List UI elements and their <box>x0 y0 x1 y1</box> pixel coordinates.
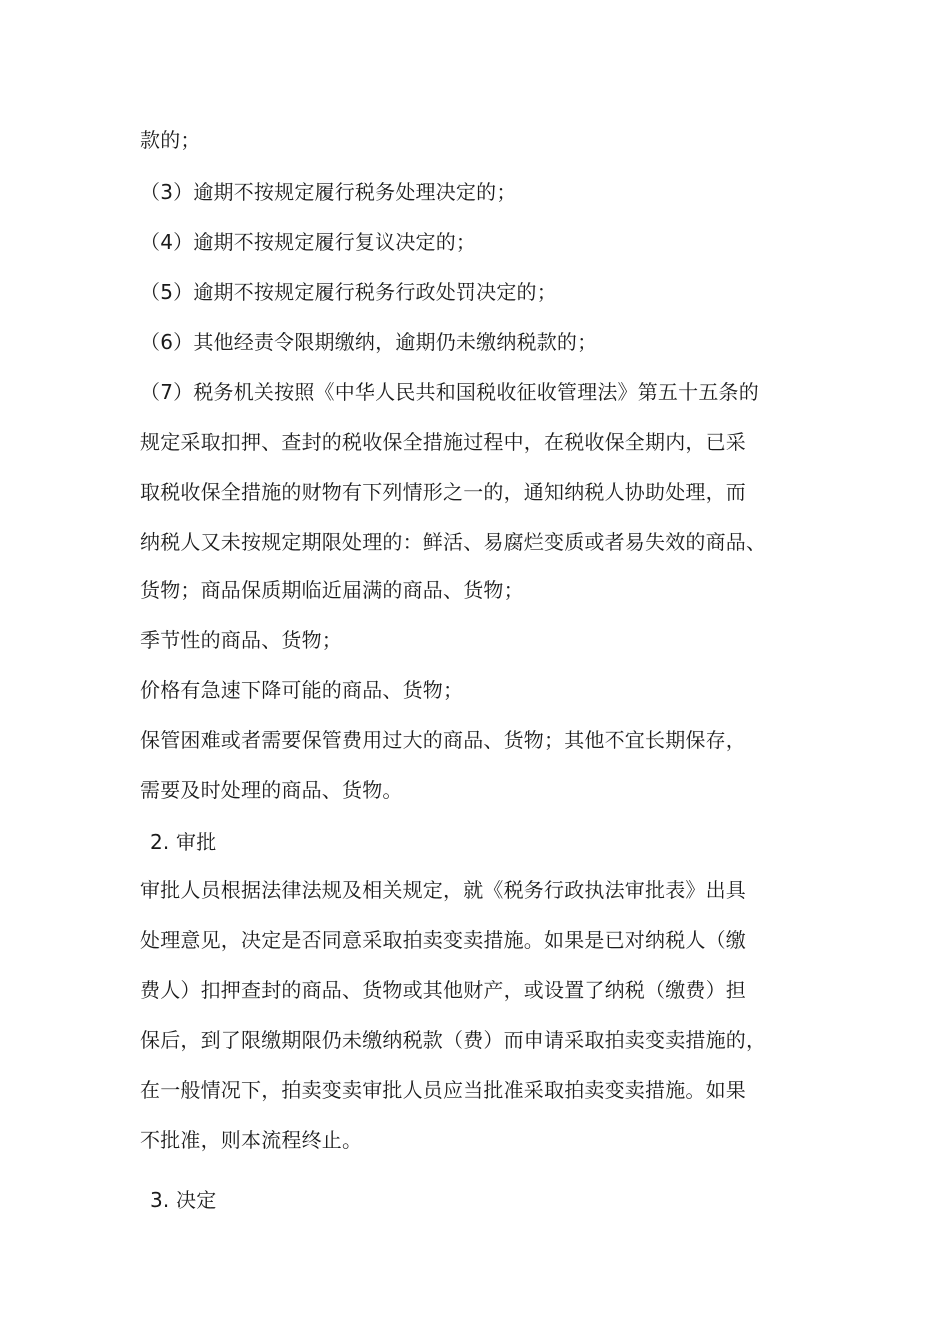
text-line: （3）逾期不按规定履行税务处理决定的； <box>140 180 517 204</box>
text-line: 季节性的商品、货物； <box>140 628 342 652</box>
text-line: 审批人员根据法律法规及相关规定，就《税务行政执法审批表》出具 <box>140 878 746 902</box>
text-line: 价格有急速下降可能的商品、货物； <box>140 678 464 702</box>
text-line: 保管困难或者需要保管费用过大的商品、货物；其他不宜长期保存， <box>140 728 746 752</box>
section-heading-approval: 2. 审批 <box>150 830 217 854</box>
text-line: 纳税人又未按规定期限处理的：鲜活、易腐烂变质或者易失效的商品、 <box>140 530 767 554</box>
text-line: （6）其他经责令限期缴纳，逾期仍未缴纳税款的； <box>140 330 598 354</box>
text-line: 款的； <box>140 128 201 152</box>
text-line: （4）逾期不按规定履行复议决定的； <box>140 230 477 254</box>
text-line: 需要及时处理的商品、货物。 <box>140 778 403 802</box>
text-line: 费人）扣押查封的商品、货物或其他财产，或设置了纳税（缴费）担 <box>140 978 746 1002</box>
text-line: 规定采取扣押、查封的税收保全措施过程中，在税收保全期内，已采 <box>140 430 746 454</box>
text-line: （7）税务机关按照《中华人民共和国税收征收管理法》第五十五条的 <box>140 380 759 404</box>
text-line: 在一般情况下，拍卖变卖审批人员应当批准采取拍卖变卖措施。如果 <box>140 1078 746 1102</box>
text-line: 保后，到了限缴期限仍未缴纳税款（费）而申请采取拍卖变卖措施的， <box>140 1028 767 1052</box>
section-heading-decision: 3. 决定 <box>150 1188 217 1212</box>
text-line: （5）逾期不按规定履行税务行政处罚决定的； <box>140 280 557 304</box>
text-line: 取税收保全措施的财物有下列情形之一的，通知纳税人协助处理，而 <box>140 480 746 504</box>
text-line: 货物；商品保质期临近届满的商品、货物； <box>140 578 524 602</box>
text-line: 不批准，则本流程终止。 <box>140 1128 363 1152</box>
text-line: 处理意见，决定是否同意采取拍卖变卖措施。如果是已对纳税人（缴 <box>140 928 746 952</box>
